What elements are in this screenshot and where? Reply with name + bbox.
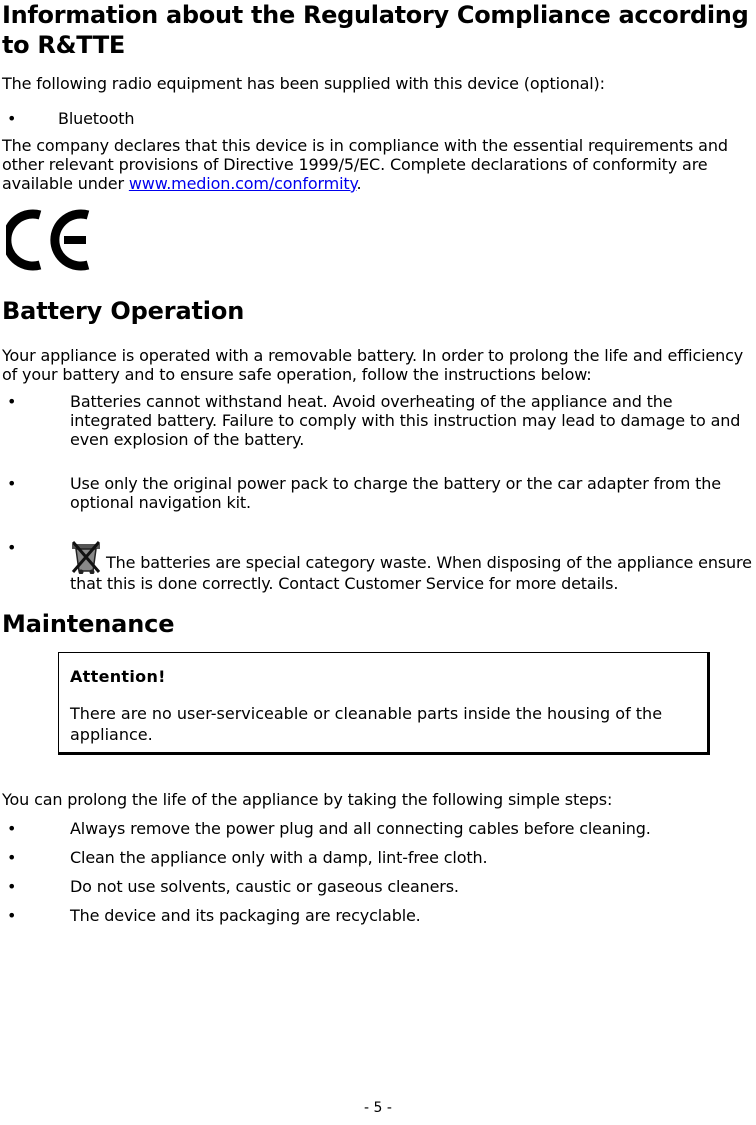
attention-box bbox=[58, 652, 710, 755]
page-number: - 5 - bbox=[364, 1100, 392, 1116]
bullet-icon: • bbox=[7, 109, 17, 128]
bullet-icon: • bbox=[7, 906, 17, 925]
list-item bbox=[7, 848, 754, 867]
battery-intro: Your appliance is operated with a removable battery. In order to prolong the life and efficiency of your battery and to ensure safe operation, follow the instructions below: bbox=[2, 346, 744, 384]
list-item bbox=[7, 538, 754, 593]
list-item bbox=[7, 819, 754, 838]
maintenance-heading: Maintenance bbox=[2, 610, 175, 638]
declaration-text: The company declares that this device is in compliance with the essential requirements and other relevant provisions of Directive 1999/5/EC. Complete declarations of conformity are available under bbox=[2, 136, 728, 193]
maintenance-item-solvents: Do not use solvents, caustic or gaseous cleaners. bbox=[70, 877, 459, 896]
list-item bbox=[7, 474, 754, 512]
bullet-icon: • bbox=[7, 392, 17, 411]
list-item bbox=[7, 877, 754, 896]
maintenance-item-cloth: Clean the appliance only with a damp, lint-free cloth. bbox=[70, 848, 488, 867]
battery-item-waste-text: The batteries are special category waste. When disposing of the appliance ensure that this is done correctly. Contact Customer Service for more details. bbox=[70, 553, 752, 593]
declaration-paragraph bbox=[2, 136, 754, 193]
conformity-link[interactable]: www.medion.com/conformity bbox=[128, 174, 357, 193]
battery-heading: Battery Operation bbox=[2, 297, 245, 325]
regulatory-heading: Information about the Regulatory Compliance according to R&TTE bbox=[2, 1, 749, 59]
attention-text: There are no user-serviceable or cleanable parts inside the housing of the appliance. bbox=[70, 704, 663, 744]
bullet-icon: • bbox=[7, 877, 17, 896]
battery-waste-icon bbox=[70, 538, 102, 574]
bullet-icon: • bbox=[7, 819, 17, 838]
equipment-item: Bluetooth bbox=[58, 109, 135, 128]
ce-mark-icon bbox=[6, 209, 92, 271]
declaration-period: . bbox=[356, 174, 362, 193]
maintenance-intro: You can prolong the life of the appliance by taking the following simple steps: bbox=[2, 790, 613, 809]
bullet-icon: • bbox=[7, 538, 17, 557]
battery-item-charger: Use only the original power pack to charge the battery or the car adapter from the optional navigation kit. bbox=[70, 474, 721, 512]
battery-item-heat: Batteries cannot withstand heat. Avoid overheating of the appliance and the integrated battery. Failure to comply with this instruction may lead to damage to and even explosion of the battery. bbox=[70, 392, 741, 449]
regulatory-intro: The following radio equipment has been supplied with this device (optional): bbox=[2, 74, 605, 93]
maintenance-item-unplug: Always remove the power plug and all connecting cables before cleaning. bbox=[70, 819, 651, 838]
list-item bbox=[7, 906, 754, 925]
list-item bbox=[7, 392, 754, 449]
attention-title: Attention! bbox=[70, 667, 166, 686]
list-item bbox=[7, 109, 754, 128]
battery-item-waste bbox=[70, 538, 754, 593]
bullet-icon: • bbox=[7, 848, 17, 867]
maintenance-item-recycle: The device and its packaging are recyclable. bbox=[70, 906, 421, 925]
bullet-icon: • bbox=[7, 474, 17, 493]
